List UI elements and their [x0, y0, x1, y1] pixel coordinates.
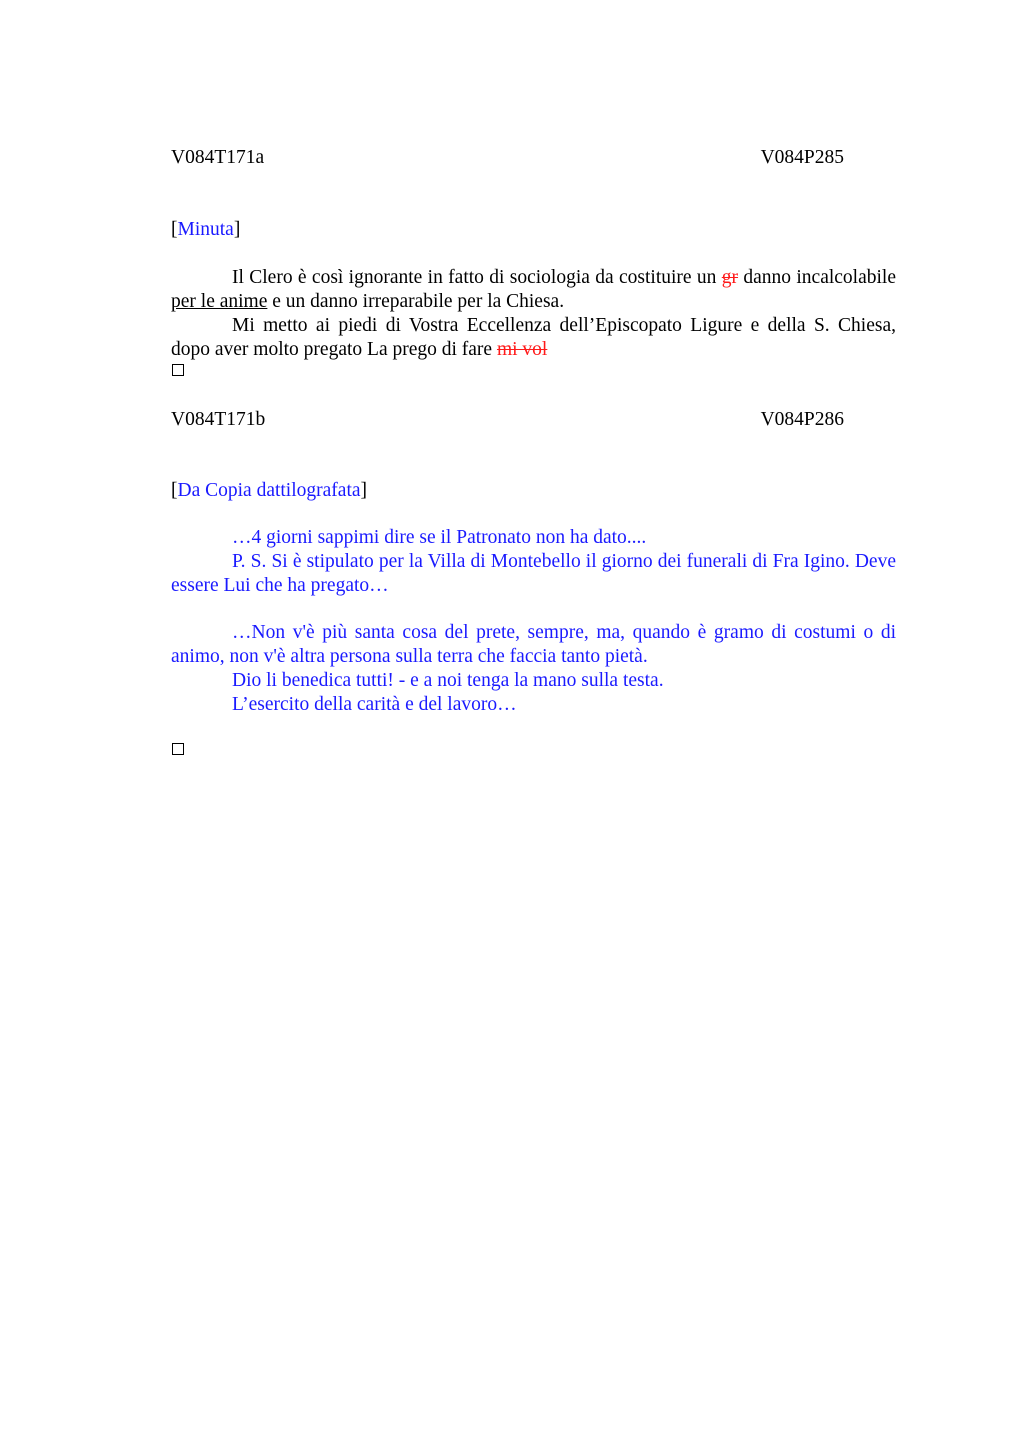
text-run: e un danno irreparabile per la Chiesa. — [267, 291, 565, 312]
section-b-source — [171, 479, 367, 503]
underlined-text: per le anime — [171, 291, 268, 312]
section-a-code-left: V084T171a — [171, 147, 265, 168]
struck-text: gr — [721, 267, 739, 288]
struck-text: mi vol — [496, 339, 548, 360]
section-a-paragraph-1 — [171, 266, 896, 314]
text-run: Il Clero è così ignorante in fatto di sociologia da costituire un — [232, 267, 722, 288]
section-b-paragraph: Dio li benedica tutti! - e a noi tenga la mano sulla testa. — [232, 670, 664, 691]
bracket-close: ] — [233, 219, 241, 240]
bracket-close: ] — [360, 480, 368, 501]
section-b-source-label: Da Copia dattilografata — [177, 480, 361, 501]
section-b-paragraph: P. S. Si è stipulato per la Villa di Montebello il giorno dei funerali di Fra Igino. Deve essere Lui che ha pregato… — [171, 551, 896, 596]
text-run: danno incalcolabile — [738, 267, 896, 288]
section-b-header — [171, 408, 844, 432]
section-a-source — [171, 218, 240, 242]
section-b-body-1 — [171, 526, 896, 598]
bracket-open: [ — [171, 480, 178, 501]
section-b-paragraph: …Non v'è più santa cosa del prete, sempre, ma, quando è gramo di costumi o di animo, non v'è altra persona sulla terra che faccia tanto pietà. — [171, 622, 896, 667]
section-a-header — [171, 146, 844, 170]
section-a-body — [171, 266, 896, 362]
section-a-source-label: Minuta — [177, 219, 234, 240]
section-a-paragraph-2 — [171, 314, 896, 362]
bracket-open: [ — [171, 219, 178, 240]
section-b-code-right: V084P286 — [760, 409, 844, 430]
section-b-body-2 — [171, 621, 896, 717]
section-b-code-left: V084T171b — [171, 409, 266, 430]
text-run: Mi metto ai piedi di Vostra Eccellenza dell’Episcopato Ligure e della S. Chiesa, dopo aver molto pregato La prego di fare — [171, 315, 896, 360]
end-marker-box-icon — [172, 743, 184, 755]
section-b-paragraph: L’esercito della carità e del lavoro… — [232, 694, 517, 715]
section-b-paragraph: …4 giorni sappimi dire se il Patronato non ha dato.... — [232, 527, 647, 548]
end-marker-box-icon — [172, 364, 184, 376]
section-a-code-right: V084P285 — [760, 147, 844, 168]
